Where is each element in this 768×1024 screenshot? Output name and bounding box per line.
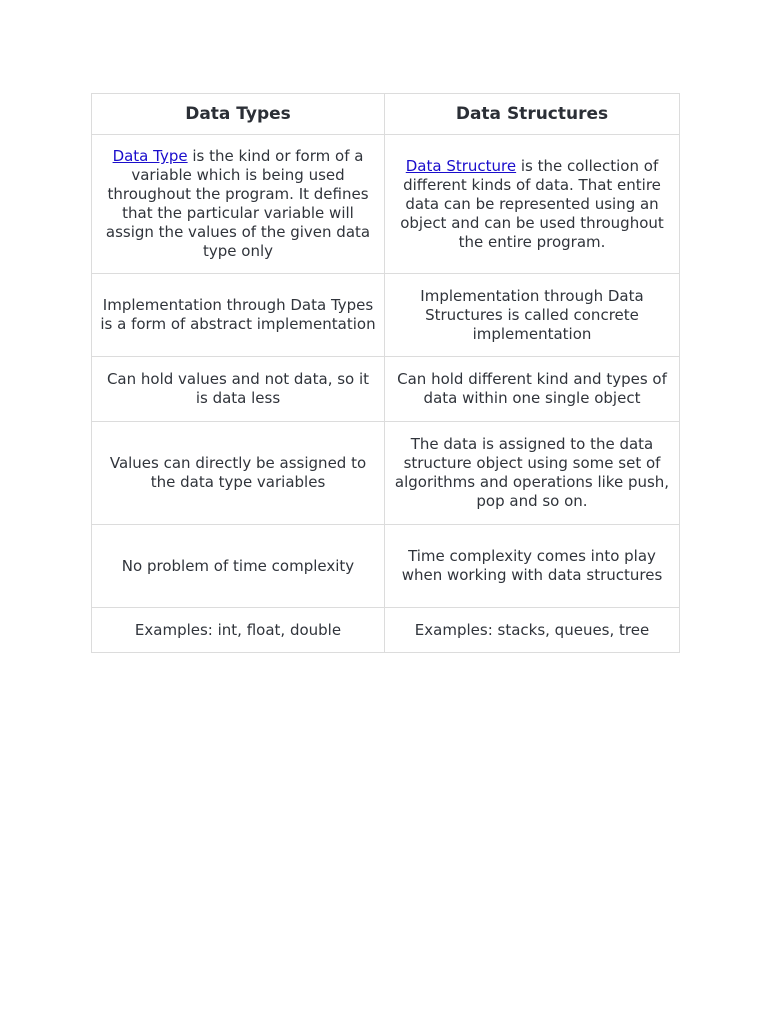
data-type-link[interactable]: Data Type (112, 147, 188, 165)
table-cell: Can hold values and not data, so it is data less (92, 357, 385, 422)
table-row (92, 274, 680, 357)
table-cell: No problem of time complexity (92, 525, 385, 608)
table-row (92, 608, 680, 653)
table-cell: The data is assigned to the data structure object using some set of algorithms and operations like push, pop and so on. (385, 422, 680, 525)
data-structure-link[interactable]: Data Structure (405, 156, 517, 175)
table-cell: Examples: stacks, queues, tree (385, 608, 680, 653)
table-cell: Implementation through Data Types is a form of abstract implementation (92, 274, 385, 357)
definition-text: is the collection of different kinds of data. That entire data can be represented using an object and can be used throughout the entire program. (400, 156, 664, 251)
comparison-table (91, 93, 680, 653)
table-cell: Implementation through Data Structures is called concrete implementation (385, 274, 680, 357)
table-row (92, 135, 680, 274)
header-data-types: Data Types (92, 94, 385, 135)
table-cell: Can hold different kind and types of data within one single object (385, 357, 680, 422)
table-row (92, 422, 680, 525)
table-cell-definition-left (92, 135, 385, 274)
definition-text: is the kind or form of a variable which is being used throughout the program. It defines that the particular variable will assign the values of the given data type only (105, 147, 371, 260)
table-cell: Time complexity comes into play when working with data structures (385, 525, 680, 608)
table-cell: Values can directly be assigned to the data type variables (92, 422, 385, 525)
table-cell-definition-right (385, 135, 680, 274)
table-cell: Examples: int, float, double (92, 608, 385, 653)
table-header-row (92, 94, 680, 135)
header-data-structures: Data Structures (385, 94, 680, 135)
table-row (92, 357, 680, 422)
table-row (92, 525, 680, 608)
